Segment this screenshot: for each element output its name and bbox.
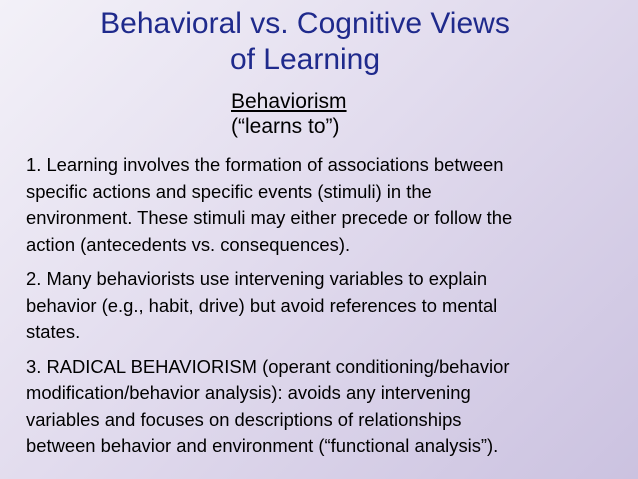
point-3-line-1: 3. RADICAL BEHAVIORISM (operant conditioning/behavior <box>26 355 510 377</box>
point-3-line-2: modification/behavior analysis): avoids any intervening <box>26 382 471 403</box>
slide-title <box>0 6 610 78</box>
subheading <box>231 89 347 139</box>
point-3-line-4: between behavior and environment (“functional analysis”). <box>26 435 499 456</box>
subheading-label: Behaviorism <box>231 90 347 113</box>
point-2 <box>26 266 626 346</box>
point-1-line-4: action (antecedents vs. consequences). <box>26 233 351 255</box>
point-3-line-3: variables and focuses on descriptions of relationships <box>26 408 462 430</box>
point-2-line-3: states. <box>26 321 81 342</box>
point-1-line-2: specific actions and specific events (stimuli) in the <box>26 180 432 202</box>
point-2-line-2: behavior (e.g., habit, drive) but avoid references to mental <box>26 294 498 316</box>
point-3 <box>26 354 626 460</box>
point-1-line-3: environment. These stimuli may either precede or follow the <box>26 207 513 228</box>
slide-title-line-1: Behavioral vs. Cognitive Views <box>100 7 510 40</box>
points-list <box>26 152 626 468</box>
subheading-note: (“learns to”) <box>231 115 340 138</box>
point-2-line-1: 2. Many behaviorists use intervening variables to explain <box>26 268 488 289</box>
point-1 <box>26 152 626 258</box>
slide-title-line-2: of Learning <box>229 43 381 76</box>
point-1-line-1: 1. Learning involves the formation of associations between <box>26 154 504 175</box>
